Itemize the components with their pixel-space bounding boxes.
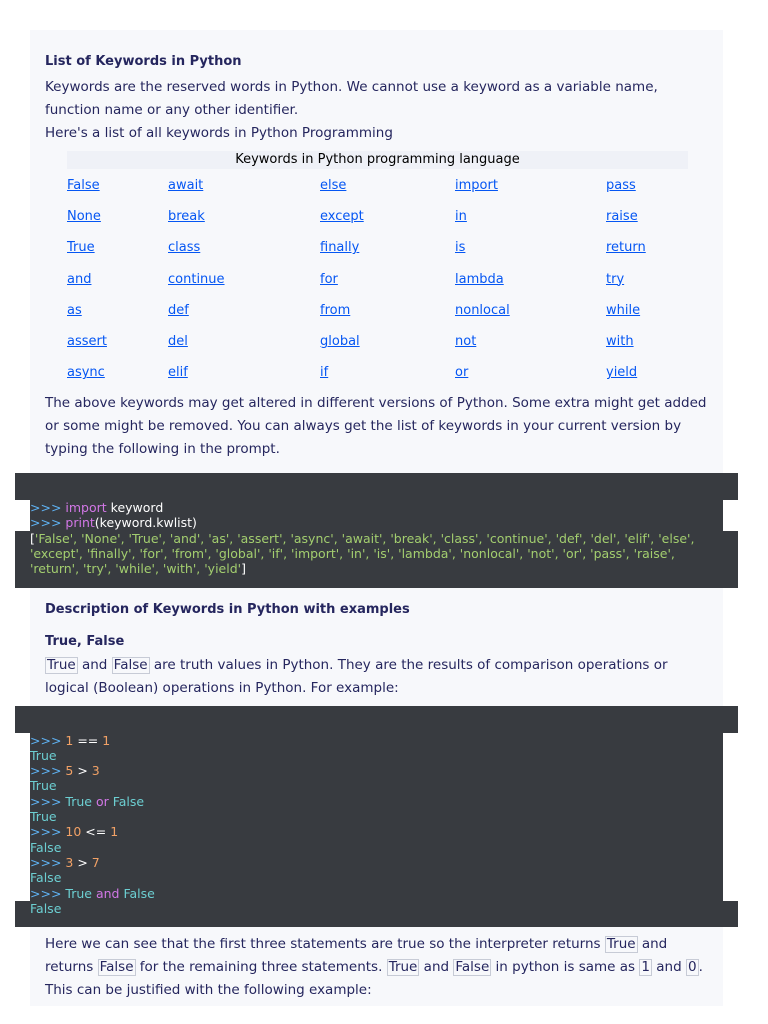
section-title-description: Description of Keywords in Python with examples xyxy=(45,601,410,617)
table-cell xyxy=(168,294,320,325)
table-cell xyxy=(45,263,168,294)
code-line: >>> 3 > 7 xyxy=(30,854,100,870)
table-cell xyxy=(320,232,455,263)
keyword-link[interactable]: elif xyxy=(168,365,188,381)
keyword-link[interactable]: with xyxy=(606,334,634,350)
inline-code: 0 xyxy=(687,959,697,976)
keyword-link[interactable]: except xyxy=(320,208,364,224)
keyword-link[interactable]: class xyxy=(168,240,201,256)
table-row xyxy=(45,357,705,388)
table-cell xyxy=(320,200,455,231)
keyword-link[interactable]: for xyxy=(320,271,338,287)
code-output: True xyxy=(30,809,57,825)
keyword-link[interactable]: await xyxy=(168,177,204,193)
table-cell xyxy=(455,169,606,200)
keyword-link[interactable]: nonlocal xyxy=(455,302,510,318)
table-cell xyxy=(455,263,606,294)
keyword-link[interactable]: not xyxy=(455,334,477,350)
table-cell xyxy=(320,169,455,200)
keywords-table-caption: Keywords in Python programming language xyxy=(67,151,688,169)
article-content xyxy=(30,30,723,1006)
table-cell xyxy=(168,357,320,388)
table-cell xyxy=(606,169,705,200)
table-cell xyxy=(455,357,606,388)
keyword-link[interactable]: is xyxy=(455,240,466,256)
table-cell xyxy=(168,263,320,294)
inline-code: True xyxy=(47,656,76,673)
code-line: >>> print(keyword.kwlist) xyxy=(30,515,197,531)
code-block-boolean-examples xyxy=(15,706,738,928)
keyword-link[interactable]: finally xyxy=(320,240,360,256)
keyword-link[interactable]: assert xyxy=(67,334,107,350)
code-line: >>> True or False xyxy=(30,793,145,809)
section-title-keywords: List of Keywords in Python xyxy=(45,54,242,69)
keyword-link[interactable]: raise xyxy=(606,208,638,224)
keyword-link[interactable]: or xyxy=(455,365,469,381)
keyword-link[interactable]: def xyxy=(168,302,189,318)
keyword-link[interactable]: in xyxy=(455,208,467,224)
table-cell xyxy=(606,325,705,356)
table-cell xyxy=(455,232,606,263)
code-output: True xyxy=(30,747,57,763)
code-line: >>> import keyword xyxy=(30,500,164,516)
code-line: >>> 5 > 3 xyxy=(30,763,100,779)
table-cell xyxy=(320,357,455,388)
code-line: >>> 10 <= 1 xyxy=(30,824,119,840)
table-cell xyxy=(45,169,168,200)
table-row xyxy=(45,169,705,200)
table-cell xyxy=(455,325,606,356)
keyword-link[interactable]: try xyxy=(606,271,625,287)
keyword-link[interactable]: del xyxy=(168,334,188,350)
table-row xyxy=(45,200,705,231)
keywords-table xyxy=(45,151,705,388)
table-cell xyxy=(45,294,168,325)
keyword-link[interactable]: import xyxy=(455,177,498,193)
table-cell xyxy=(45,200,168,231)
code-line: >>> True and False xyxy=(30,885,155,901)
keyword-link[interactable]: continue xyxy=(168,271,225,287)
table-cell xyxy=(320,325,455,356)
code-block-kwlist xyxy=(15,473,738,587)
keyword-link[interactable]: as xyxy=(67,302,82,318)
inline-code: True xyxy=(388,959,418,976)
keyword-link[interactable]: else xyxy=(320,177,347,193)
true-false-explanation: Here we can see that the first three statements are true so the interpreter returns True and returns False for the remaining three statements. True and False in python is same as 1 and 0 . This can be justified with the following example: xyxy=(45,936,703,999)
table-cell xyxy=(320,263,455,294)
code-output: False xyxy=(30,839,62,855)
table-cell xyxy=(455,200,606,231)
keyword-link[interactable]: from xyxy=(320,302,351,318)
inline-code: 1 xyxy=(641,959,650,976)
table-cell xyxy=(168,169,320,200)
keywords-note-paragraph: The above keywords may get altered in different versions of Python. Some extra might get added or some might be removed. You can always get the list of keywords in your current version by typing the following in the prompt. xyxy=(45,395,707,458)
table-row xyxy=(45,232,705,263)
table-cell xyxy=(45,232,168,263)
table-cell xyxy=(606,263,705,294)
code-line: >>> 1 == 1 xyxy=(30,732,111,748)
code-output-list: ['False', 'None', 'True', 'and', 'as', 'assert', 'async', 'await', 'break', 'class', 'continue', 'def', 'del', 'elif', 'else', 'except', 'finally', 'for', 'from', 'global', 'if', 'import', 'in', 'is', 'lambda', 'nonlocal', 'not', 'or', 'pass', 'raise', 'return', 'try', 'while', 'with', 'yield'] xyxy=(30,530,699,577)
keyword-link[interactable]: pass xyxy=(606,177,636,193)
keyword-link[interactable]: False xyxy=(67,177,100,193)
inline-code: True xyxy=(606,936,636,953)
table-cell xyxy=(45,325,168,356)
table-cell xyxy=(45,357,168,388)
table-cell xyxy=(606,294,705,325)
intro-paragraph: Keywords are the reserved words in Python. We cannot use a keyword as a variable name, function name or any other identifier. xyxy=(45,79,658,118)
keyword-link[interactable]: while xyxy=(606,302,641,318)
table-cell xyxy=(606,200,705,231)
table-cell xyxy=(168,200,320,231)
keyword-link[interactable]: lambda xyxy=(455,271,504,287)
table-cell xyxy=(168,325,320,356)
keyword-link[interactable]: global xyxy=(320,334,360,350)
inline-code: False xyxy=(113,656,148,673)
table-cell xyxy=(606,232,705,263)
true-false-paragraph: True and False are truth values in Python. They are the results of comparison operations or logical (Boolean) operations in Python. For example: xyxy=(45,656,668,696)
table-row xyxy=(45,294,705,325)
table-cell xyxy=(606,357,705,388)
code-output: False xyxy=(30,900,62,916)
table-cell xyxy=(168,232,320,263)
keyword-link[interactable]: async xyxy=(67,365,105,381)
table-row xyxy=(45,263,705,294)
inline-code: False xyxy=(99,959,134,976)
inline-code: False xyxy=(455,959,490,976)
keyword-link[interactable]: yield xyxy=(606,365,638,381)
table-cell xyxy=(455,294,606,325)
keyword-link[interactable]: if xyxy=(320,365,329,381)
keyword-link[interactable]: None xyxy=(67,208,101,224)
intro-paragraph-2: Here's a list of all keywords in Python Programming xyxy=(45,125,393,141)
subsection-title-true-false: True, False xyxy=(45,633,125,649)
keyword-link[interactable]: and xyxy=(67,271,92,287)
keyword-link[interactable]: break xyxy=(168,208,205,224)
code-output: True xyxy=(30,778,57,794)
table-cell xyxy=(320,294,455,325)
code-output: False xyxy=(30,870,62,886)
keyword-link[interactable]: True xyxy=(67,240,95,256)
keyword-link[interactable]: return xyxy=(606,240,646,256)
table-row xyxy=(45,325,705,356)
